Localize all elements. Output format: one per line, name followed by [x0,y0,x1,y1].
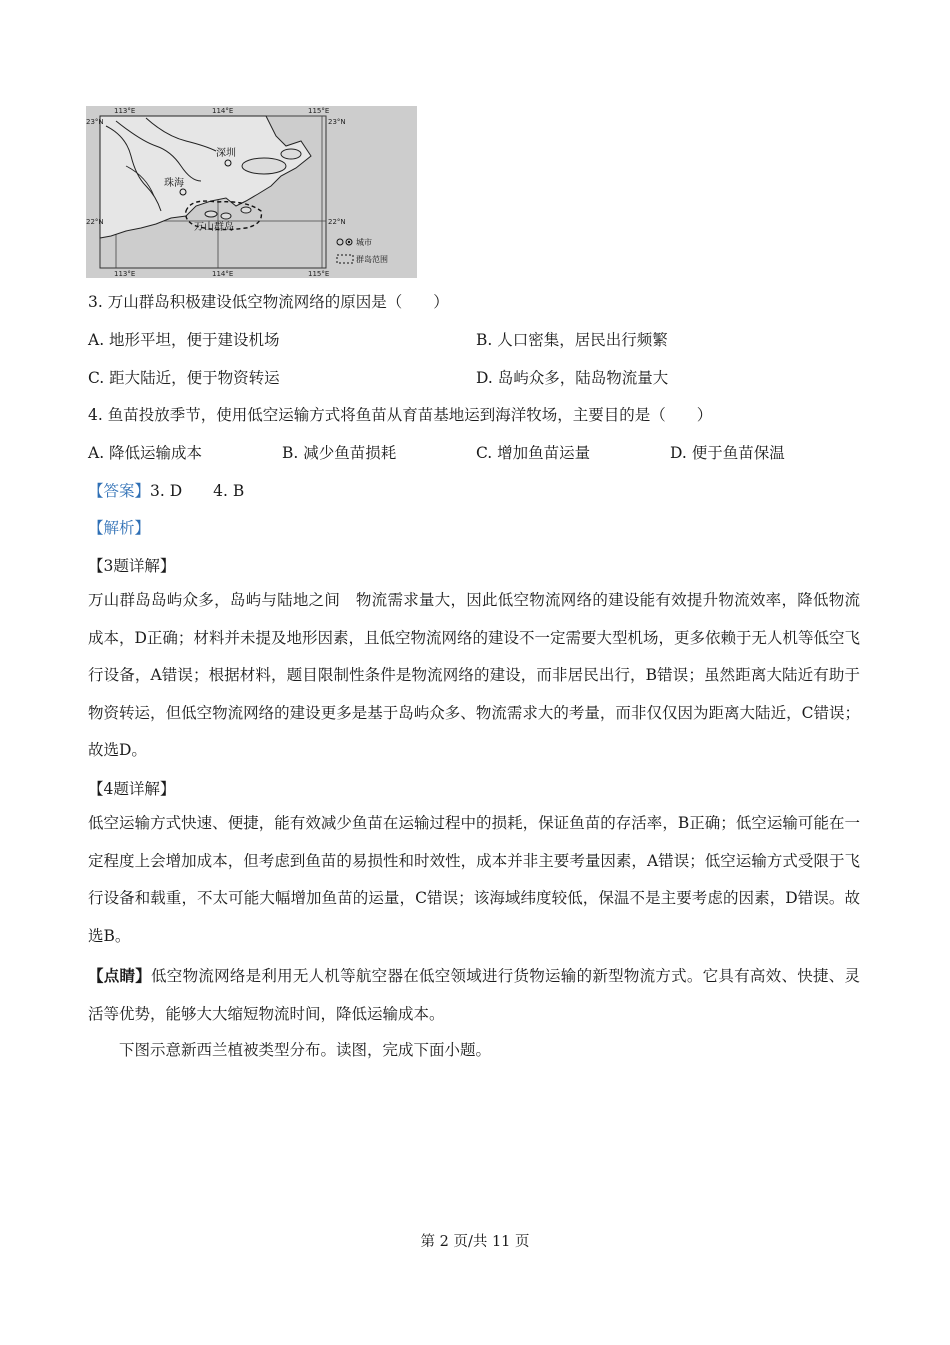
map-lat-left-1: 23°N [86,118,104,126]
q3-option-d: D. 岛屿众多，陆岛物流量大 [476,369,669,387]
map-lat-left-2: 22°N [86,218,104,226]
tip-text: 低空物流网络是利用无人机等航空器在低空领域进行货物运输的新型物流方式。它具有高效、快捷、灵活等优势，能够大大缩短物流时间，降低运输成本。 [88,967,860,1023]
tip-paragraph [88,957,860,1033]
q3-option-b: B. 人口密集，居民出行频繁 [476,331,668,349]
map-label-zhuhai: 珠海 [164,178,184,189]
q4-stem: 4. 鱼苗投放季节，使用低空运输方式将鱼苗从育苗基地运到海洋牧场，主要目的是（ ） [88,406,713,424]
map-lon-bottom-3: 115°E [308,270,330,278]
detail3-label: 【3题详解】 [88,557,176,575]
map-label-shenzhen: 深圳 [216,148,236,159]
next-intro: 下图示意新西兰植被类型分布。读图，完成下面小题。 [119,1041,492,1059]
tip-label: 【点睛】 [88,966,152,985]
answer-text: 3. D 4. B [150,482,245,500]
q4-option-d: D. 便于鱼苗保温 [670,444,785,462]
map-lon-top-2: 114°E [212,107,234,115]
detail4-text: 低空运输方式快速、便捷，能有效减少鱼苗在运输过程中的损耗，保证鱼苗的存活率，B正确；低空运输可能在一定程度上会增加成本，但考虑到鱼苗的易损性和时效性，成本并非主要考量因素，A错误；低空运输方式受限于飞行设备和载重，不太可能大幅增加鱼苗的运量，C错误；该海域纬度较低，保温不是主要考虑的因素，D错误。故选B。 [88,814,860,945]
q3-option-c: C. 距大陆近，便于物资转运 [88,369,280,387]
q4-option-c: C. 增加鱼苗运量 [476,444,591,462]
map-lon-top-3: 115°E [308,107,330,115]
q3-stem: 3. 万山群岛积极建设低空物流网络的原因是（ ） [88,293,449,311]
answer-line [88,479,244,501]
q3-option-a: A. 地形平坦，便于建设机场 [88,331,280,349]
detail4-label: 【4题详解】 [88,780,176,798]
map-lat-right-1: 23°N [328,118,346,126]
detail3-text: 万山群岛岛屿众多，岛屿与陆地之间 物流需求量大，因此低空物流网络的建设能有效提升物流效率，降低物流成本，D正确；材料并未提及地形因素，且低空物流网络的建设不一定需要大型机场，更多依赖于无人机等低空飞行设备，A错误；根据材料，题目限制性条件是物流网络的建设，而非居民出行，B错误；虽然距离大陆近有助于物资转运，但低空物流网络的建设更多是基于岛屿众多、物流需求大的考量，而非仅仅因为距离大陆近，C错误；故选D。 [88,591,860,760]
map-lon-bottom-2: 114°E [212,270,234,278]
analysis-label: 【解析】 [88,519,151,537]
map-lat-right-2: 22°N [328,218,346,226]
map-lon-bottom-1: 113°E [114,270,136,278]
map-figure [86,106,417,278]
map-label-wanshan: 万山群岛 [194,222,234,233]
q4-option-b: B. 减少鱼苗损耗 [282,444,397,462]
legend-boundary-label: 群岛范围 [356,255,388,264]
map-lon-top-1: 113°E [114,107,136,115]
answer-label: 【答案】 [88,482,151,500]
legend-city-label: 城市 [356,238,372,247]
q4-option-a: A. 降低运输成本 [88,444,203,462]
page-footer: 第 2 页/共 11 页 [420,1234,530,1250]
